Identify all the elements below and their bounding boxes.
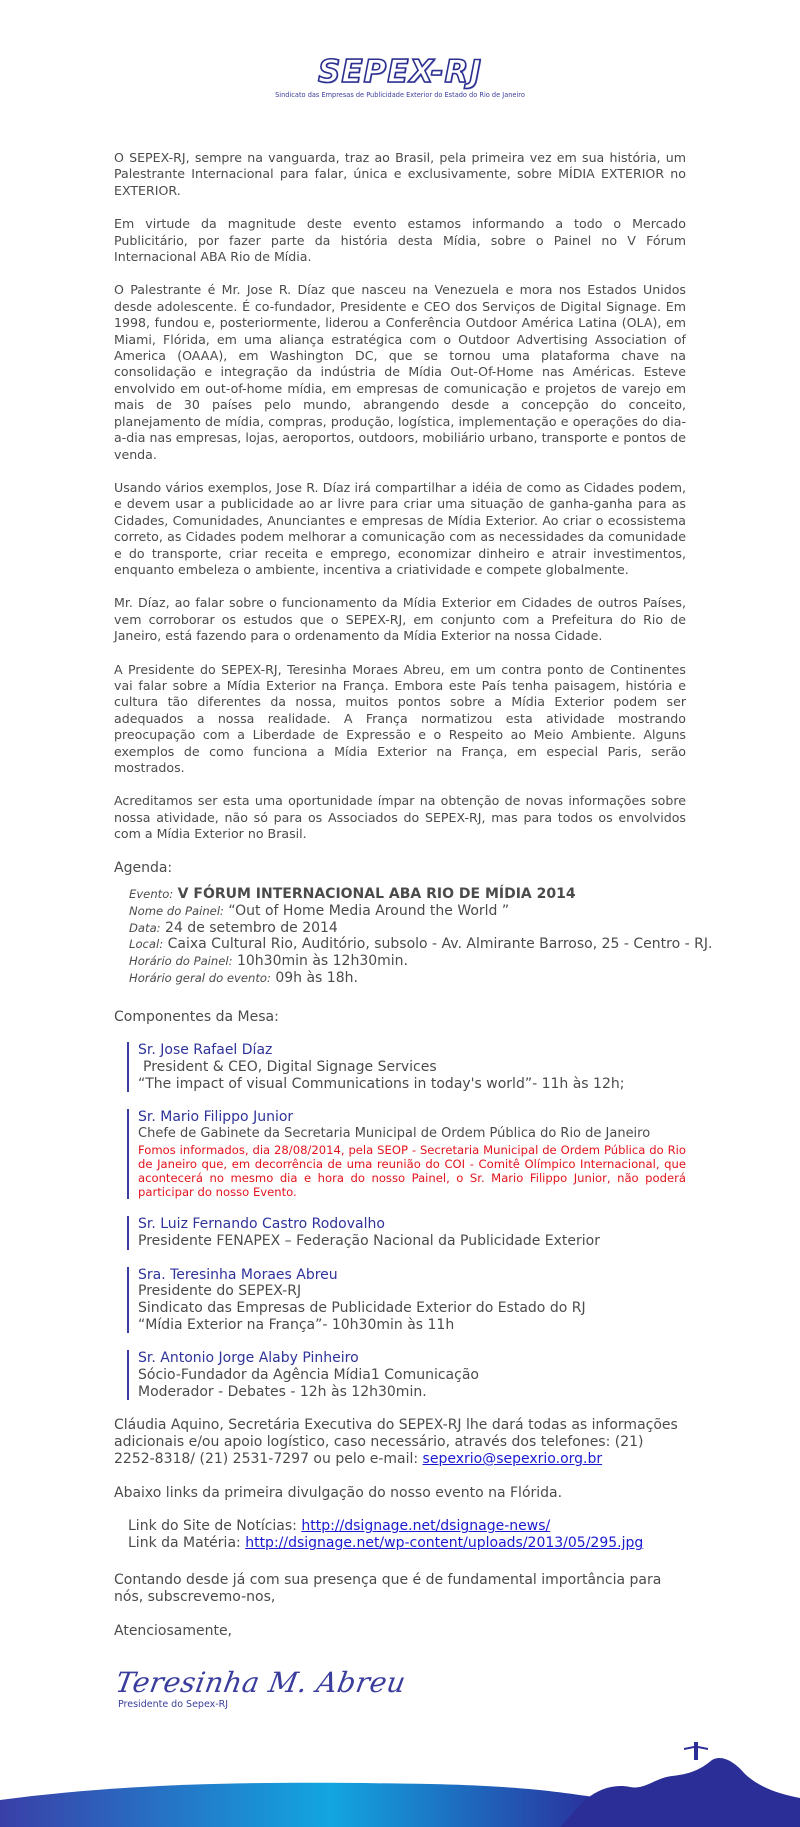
paragraph-intro: O SEPEX-RJ, sempre na vanguarda, traz ao Brasil, pela primeira vez em sua história, um Palestrante Internacional para falar, única e exclusivamente, sobre MÍDIA EXTERIOR no EXTERIOR. <box>114 150 686 198</box>
cancellation-notice: Fomos informados, dia 28/08/2014, pela SEOP - Secretaria Municipal de Ordem Pública do Rio de Janeiro que, em decorrência de uma reunião do COI - Comitê Olímpico Internacional, que acontecerá no mesmo dia e hora do nosso Painel, o Sr. Mario Filippo Junior, não poderá participar do nosso Evento. <box>138 1142 686 1200</box>
paragraph-france: A Presidente do SEPEX-RJ, Teresinha Moraes Abreu, em um contra ponto de Continentes vai falar sobre a Mídia Exterior na França. Embora este País tenha paisagem, história e cultura tão diferentes da nossa, muitos pontos sobre a Mídia Exterior podem ser adequados a nossa realidade. A França normatizou esta atividade mostrando preocupação com a Liberdade de Expressão e o Respeito ao Meio Ambiente. Alguns exemplos de como funciona a Mídia Exterior na França, em especial Paris, serão mostrados. <box>114 661 686 775</box>
footer-wave <box>0 1783 600 1827</box>
mesa-heading: Componentes da Mesa: <box>114 1008 279 1025</box>
contact-text: Cláudia Aquino, Secretária Executiva do SEPEX-RJ lhe dará todas as informações adicionais e/ou apoio logístico, caso necessário, através dos telefones: (21) 2252-8318/ (21) 2531-7297 ou pelo e-mail: <box>114 1417 678 1467</box>
member-filippo <box>127 1109 686 1199</box>
links-block <box>128 1518 686 1552</box>
member-diaz <box>127 1042 686 1092</box>
date-label: Data: <box>129 920 161 935</box>
signature: Teresinha M. Abreu <box>113 1666 409 1699</box>
member-name: Sr. Jose Rafael Díaz <box>138 1042 273 1059</box>
event-time-row <box>129 970 686 987</box>
regards: Atenciosamente, <box>114 1622 233 1639</box>
date-value: 24 de setembro de 2014 <box>165 919 338 936</box>
local-label: Local: <box>129 937 164 952</box>
member-name: Sr. Mario Filippo Junior <box>138 1109 294 1126</box>
member-talk: Moderador - Debates - 12h às 12h30min. <box>138 1383 427 1400</box>
event-label: Evento: <box>129 887 174 902</box>
panel-label: Nome do Painel: <box>129 904 224 919</box>
member-talk: “Mídia Exterior na França”- 10h30min às 11h <box>138 1316 455 1333</box>
member-role: Sócio-Fundador da Agência Mídia1 Comunicação <box>138 1367 479 1384</box>
member-org: Sindicato das Empresas de Publicidade Exterior do Estado do RJ <box>138 1299 586 1316</box>
paragraph-magnitude: Em virtude da magnitude deste evento estamos informando a todo o Mercado Publicitário, por fazer parte da história desta Mídia, sobre o Painel no V Fórum Internacional ABA Rio de Mídia. <box>114 216 686 265</box>
panel-row <box>129 903 686 920</box>
paragraph-cities: Usando vários exemplos, Jose R. Díaz irá compartilhar a idéia de como as Cidades podem, e devem usar a publicidade ao ar livre para criar uma situação de ganha-ganha para as Cidades, Comunidades, Anunciantes e empresas de Mídia Exterior. Ao criar o ecossistema correto, as Cidades podem melhorar a comunicação com as necessidades da comunidade e do transporte, criar receita e emprego, economizar dinheiro e atrair investimentos, enquanto embeleza o ambiente, incentiva a criatividade e compete globalmente. <box>114 479 686 577</box>
member-rodovalho <box>127 1216 686 1249</box>
member-name: Sra. Teresinha Moraes Abreu <box>138 1266 338 1283</box>
article-link[interactable]: http://dsignage.net/wp-content/uploads/2013/05/295.jpg <box>245 1535 644 1552</box>
member-abreu <box>127 1267 686 1334</box>
footer-wave-graphic <box>0 1740 800 1827</box>
member-role: President & CEO, Digital Signage Services <box>143 1058 437 1075</box>
date-row <box>129 920 686 937</box>
local-row <box>129 936 713 953</box>
article-link-row <box>128 1535 686 1552</box>
member-role: Presidente FENAPEX – Federação Nacional da Publicidade Exterior <box>138 1232 600 1249</box>
paragraph-corroborate: Mr. Díaz, ao falar sobre o funcionamento da Mídia Exterior em Cidades de outros Países, vem corroborar os estudos que o SEPEX-RJ, em conjunto com a Prefeitura do Rio de Janeiro, está fazendo para o ordenamento da Mídia Exterior na nossa Cidade. <box>114 595 686 644</box>
christ-statue <box>684 1742 708 1760</box>
event-time-label: Horário geral do evento: <box>129 970 271 985</box>
panel-value: “Out of Home Media Around the World ” <box>228 903 510 920</box>
member-role: Presidente do SEPEX-RJ <box>138 1283 302 1300</box>
panel-time-label: Horário do Painel: <box>129 954 233 969</box>
member-name: Sr. Antonio Jorge Alaby Pinheiro <box>138 1350 359 1367</box>
contact-paragraph <box>114 1417 686 1467</box>
logo-subtitle: Sindicato das Empresas de Publicidade Exterior do Estado do Rio de Janeiro <box>275 91 525 99</box>
local-value: Caixa Cultural Rio, Auditório, subsolo - Av. Almirante Barroso, 25 - Centro - RJ. <box>167 936 713 953</box>
member-pinheiro <box>127 1350 686 1400</box>
paragraph-speaker-bio: O Palestrante é Mr. Jose R. Díaz que nasceu na Venezuela e mora nos Estados Unidos desde adolescente. É co-fundador, Presidente e CEO dos Serviços de Digital Signage. Em 1998, fundou e, posteriormente, liderou a Conferência Outdoor América Latina (OLA), em Miami, Flórida, em uma aliança estratégica com o Outdoor Advertising Association of America (OAAA), em Washington DC, que se tornou uma plataforma chave na consolidação e integração da indústria de Mídia Out-Of-Home nas Américas. Esteve envolvido em out-of-home mídia, em empresas de comunicação e projetos de varejo em mais de 30 países pelo mundo, abrangendo desde a concepção do conceito, planejamento de mídia, compras, produção, logística, implementação e operações do dia-a-dia nas empresas, lojas, aeroportos, outdoors, mobiliário urbano, transporte e pontos de venda. <box>114 282 686 462</box>
panel-time-value: 10h30min às 12h30min. <box>236 953 408 970</box>
closing-paragraph: Contando desde já com sua presença que é de fundamental importância para nós, subscrevemo-nos, <box>114 1572 662 1605</box>
paragraph-opportunity: Acreditamos ser esta uma oportunidade ímpar na obtenção de novas informações sobre nossa atividade, não só para os Associados do SEPEX-RJ, mas para todos os envolvidos com a Mídia Exterior no Brasil. <box>114 793 686 842</box>
agenda-heading: Agenda: <box>114 859 173 876</box>
site-link-label: Link do Site de Notícias: <box>128 1518 302 1535</box>
event-details <box>129 886 713 986</box>
letterhead <box>0 55 800 99</box>
signature-role: Presidente do Sepex-RJ <box>118 1699 229 1710</box>
event-time-value: 09h às 18h. <box>275 969 358 986</box>
event-row <box>129 886 686 903</box>
event-value: V FÓRUM INTERNACIONAL ABA RIO DE MÍDIA 2014 <box>177 886 576 903</box>
email-link[interactable]: sepexrio@sepexrio.org.br <box>422 1450 603 1467</box>
member-role: Chefe de Gabinete da Secretaria Municipal de Ordem Pública do Rio de Janeiro <box>138 1126 651 1142</box>
sepex-logo: SEPEX-RJ <box>318 54 482 90</box>
links-intro: Abaixo links da primeira divulgação do nosso evento na Flórida. <box>114 1484 563 1501</box>
sugarloaf-silhouette <box>560 1758 800 1827</box>
article-link-label: Link da Matéria: <box>128 1535 246 1552</box>
site-link-row <box>128 1518 686 1535</box>
member-name: Sr. Luiz Fernando Castro Rodovalho <box>138 1216 385 1233</box>
letter-body <box>114 150 713 1656</box>
site-link[interactable]: http://dsignage.net/dsignage-news/ <box>301 1518 551 1535</box>
panel-time-row <box>129 953 686 970</box>
member-talk: “The impact of visual Communications in today's world”- 11h às 12h; <box>138 1075 625 1092</box>
